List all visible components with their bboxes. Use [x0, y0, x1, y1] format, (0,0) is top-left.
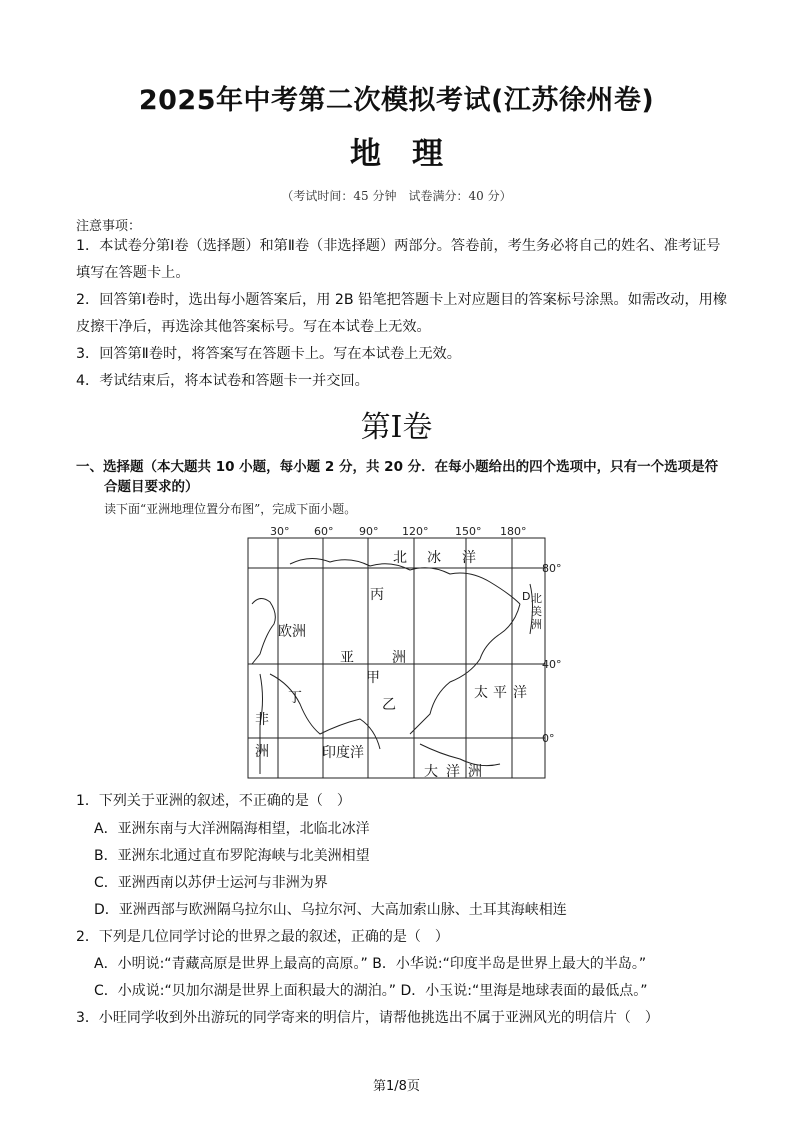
label-ocean: 洋: [462, 550, 476, 566]
label-zhou: 洲: [392, 650, 406, 666]
question-1-stem: 1．下列关于亚洲的叙述，不正确的是（ ）: [76, 793, 351, 809]
lon-label-60: 60°: [314, 525, 334, 538]
note-item-4: 4．考试结束后，将本试卷和答题卡一并交回。: [76, 373, 369, 389]
note-item-3: 3．回答第Ⅱ卷时，将答案写在答题卡上。写在本试卷上无效。: [76, 346, 461, 362]
label-jia: 甲: [366, 670, 380, 686]
lon-label-120: 120°: [402, 525, 429, 538]
question-3-stem: 3．小旺同学收到外出游玩的同学寄来的明信片，请帮他挑选出不属于亚洲风光的明信片（ ）: [76, 1010, 659, 1026]
lon-label-150: 150°: [455, 525, 482, 538]
question-1-option-a: A．亚洲东南与大洋洲隔海相望，北临北冰洋: [94, 821, 370, 837]
section-heading: [76, 457, 728, 497]
exam-title: 2025年中考第二次模拟考试(江苏徐州卷): [138, 85, 655, 116]
lon-labels: [270, 525, 527, 538]
page-footer: 第1/8页: [373, 1079, 420, 1094]
region-labels: [255, 550, 527, 780]
volume-title: 第Ⅰ卷: [360, 410, 433, 445]
question-2-options-cd: C．小成说:“贝加尔湖是世界上面积最大的湖泊。” D．小玉说:“里海是地球表面的最低点。”: [94, 983, 648, 999]
label-na-1: 北: [531, 592, 542, 605]
label-ya: 亚: [340, 650, 354, 666]
label-d-mark: D: [522, 590, 531, 603]
europe-west-coast: [252, 598, 275, 664]
label-yang2: 洋: [446, 764, 460, 780]
asia-map: [230, 524, 570, 782]
label-tai: 太: [474, 685, 488, 701]
question-1-option-d: D．亚洲西部与欧洲隔乌拉尔山、乌拉尔河、大高加索山脉、土耳其海峡相连: [94, 902, 567, 918]
question-1-option-c: C．亚洲西南以苏伊士运河与非洲为界: [94, 875, 328, 891]
na-labels: [522, 590, 542, 631]
label-da: 大: [424, 764, 438, 780]
label-pacific-yang: 洋: [513, 685, 527, 701]
question-1-option-b: B．亚洲东北通过直布罗陀海峡与北美洲相望: [94, 848, 370, 864]
label-fei-zhou: 洲: [255, 744, 269, 760]
subject-title: 地 理: [350, 136, 443, 172]
exam-info: （考试时间：45 分钟 试卷满分：40 分）: [281, 189, 512, 203]
section-heading-line2: 合题目要求的）: [104, 479, 199, 495]
section-heading-line1: 一、选择题（本大题共 10 小题，每小题 2 分，共 20 分．在每小题给出的四个选项中，只有一个选项是符: [76, 459, 719, 475]
lon-label-90: 90°: [359, 525, 379, 538]
label-fei: 非: [255, 712, 269, 728]
lat-label-80: 80°: [542, 562, 562, 575]
label-na-2: 美: [531, 605, 542, 618]
oceania-coast: [420, 744, 500, 766]
notes-title: 注意事项：: [76, 219, 142, 234]
note-item-1: 1．本试卷分第Ⅰ卷（选择题）和第Ⅱ卷（非选择题）两部分。答卷前，考生务必将自己的姓名、准考证号填写在答题卡上。: [76, 238, 721, 281]
label-yi: 乙: [382, 697, 396, 713]
label-ice: 冰: [427, 550, 441, 566]
lon-label-180: 180°: [500, 525, 527, 538]
lon-label-30: 30°: [270, 525, 290, 538]
label-zhou3: 洲: [468, 764, 482, 780]
label-ding: 丁: [288, 690, 302, 706]
coastlines: [252, 558, 533, 774]
label-na-3: 洲: [531, 618, 542, 631]
label-bing: 丙: [370, 587, 384, 603]
question-2-stem: 2．下列是几位同学讨论的世界之最的叙述，正确的是（ ）: [76, 929, 449, 945]
lat-label-40: 40°: [542, 658, 562, 671]
label-indian-ocean: 印度洋: [322, 745, 364, 761]
label-north: 北: [393, 550, 407, 566]
section-intro: 读下面“亚洲地理位置分布图”，完成下面小题。: [104, 502, 357, 516]
lat-label-0: 0°: [542, 732, 555, 745]
label-ping: 平: [493, 685, 507, 701]
pacific-coast: [410, 604, 520, 734]
note-item-2: 2．回答第Ⅰ卷时，选出每小题答案后，用 2B 铅笔把答题卡上对应题目的答案标号涂黑。如需改动，用橡皮擦干净后，再选涂其他答案标号。写在本试卷上无效。: [76, 292, 728, 335]
label-europe: 欧洲: [278, 624, 306, 640]
question-2-options-ab: A．小明说:“青藏高原是世界上最高的高原。” B．小华说:“印度半岛是世界上最大的半岛。”: [94, 956, 647, 972]
